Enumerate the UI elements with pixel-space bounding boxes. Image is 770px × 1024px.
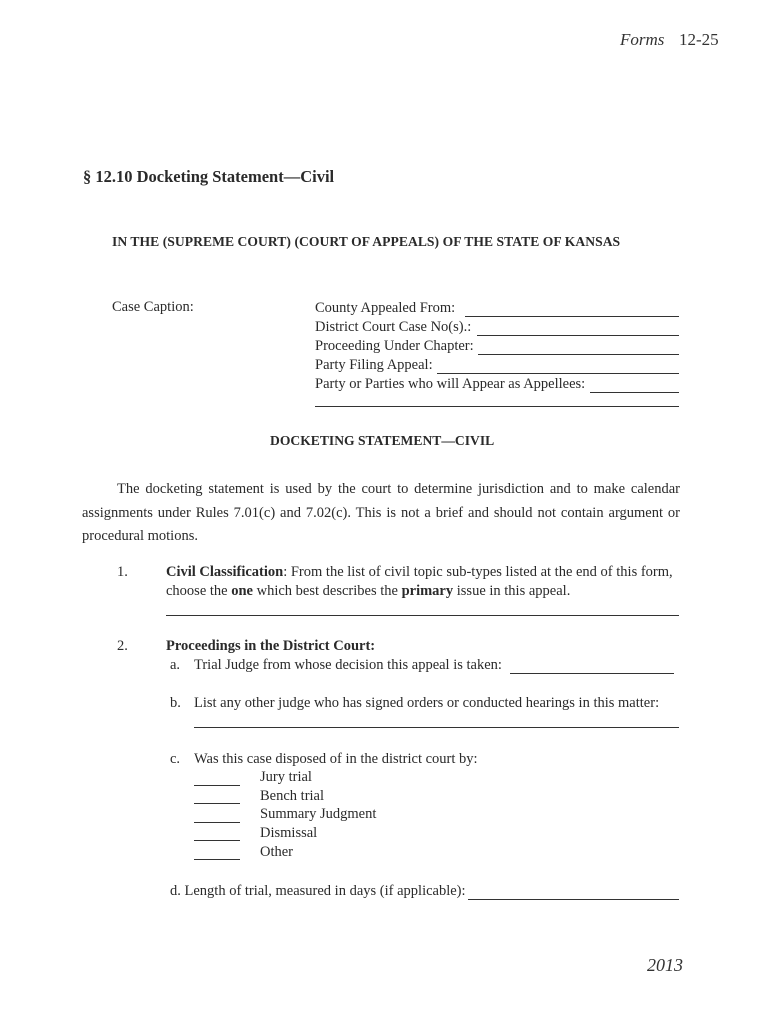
item-1-emphasis-primary: primary	[401, 583, 454, 599]
intro-paragraph: The docketing statement is used by the court to determine jurisdiction and to make calendar assignments under Rules 7.01(c) and 7.02(c). This is not a brief and should not contain argument or procedural motions.	[82, 481, 680, 544]
trial-judge-field[interactable]	[510, 673, 674, 674]
item-2c-label: Was this case disposed of in the district court by:	[194, 751, 478, 767]
item-1-text-b-mid: which best describes the	[252, 583, 402, 599]
appellees-field-continuation[interactable]	[315, 406, 679, 407]
district-court-case-no-row	[315, 317, 679, 336]
party-filing-appeal-field[interactable]	[437, 359, 679, 374]
item-1-heading: Civil Classification	[166, 564, 284, 580]
item-1-line-2	[166, 583, 570, 600]
party-filing-appeal-label: Party Filing Appeal:	[315, 357, 433, 373]
district-court-case-no-field[interactable]	[477, 321, 679, 336]
bench-trial-blank[interactable]	[194, 803, 240, 804]
document-title: DOCKETING STATEMENT—CIVIL	[270, 433, 495, 448]
jury-trial-label: Jury trial	[260, 769, 312, 785]
summary-judgment-label: Summary Judgment	[260, 806, 377, 822]
section-title: § 12.10 Docketing Statement—Civil	[83, 167, 335, 186]
item-1-text-b-pre: choose the	[166, 583, 232, 599]
item-2a-label: Trial Judge from whose decision this appeal is taken:	[194, 657, 502, 673]
county-appealed-from-label: County Appealed From:	[315, 300, 456, 316]
item-2-number: 2.	[117, 638, 128, 654]
jury-trial-blank[interactable]	[194, 785, 240, 786]
court-heading: IN THE (SUPREME COURT) (COURT OF APPEALS) OF THE STATE OF KANSAS	[112, 234, 621, 249]
item-2a-letter: a.	[170, 657, 181, 673]
case-caption-label: Case Caption:	[112, 299, 194, 315]
county-appealed-from-row	[315, 298, 679, 317]
other-judge-field[interactable]	[194, 727, 679, 728]
item-2c-letter: c.	[170, 751, 181, 767]
item-1-text-b-post: issue in this appeal.	[453, 583, 571, 599]
appellees-label: Party or Parties who will Appear as Appellees:	[315, 376, 586, 392]
county-appealed-from-field[interactable]	[465, 302, 679, 317]
other-blank[interactable]	[194, 859, 240, 860]
summary-judgment-blank[interactable]	[194, 822, 240, 823]
bench-trial-label: Bench trial	[260, 788, 325, 804]
item-1-emphasis-one: one	[231, 583, 253, 599]
appellees-field[interactable]	[590, 378, 679, 393]
proceeding-under-chapter-label: Proceeding Under Chapter:	[315, 338, 474, 354]
item-1-text-a: : From the list of civil topic sub-types listed at the end of this form,	[283, 564, 673, 580]
item-2-heading: Proceedings in the District Court:	[166, 638, 376, 654]
length-of-trial-field[interactable]	[468, 899, 679, 900]
item-2d-label: d. Length of trial, measured in days (if applicable):	[170, 883, 466, 899]
footer-year: 2013	[647, 955, 683, 975]
item-2b-label: List any other judge who has signed orders or conducted hearings in this matter:	[194, 695, 660, 711]
dismissal-label: Dismissal	[260, 825, 318, 841]
running-header-section: Forms	[620, 30, 665, 49]
district-court-case-no-label: District Court Case No(s).:	[315, 319, 472, 335]
other-label: Other	[260, 844, 294, 860]
proceeding-under-chapter-row	[315, 336, 679, 355]
proceeding-under-chapter-field[interactable]	[478, 340, 679, 355]
item-1-line-1	[166, 564, 673, 581]
item-2b-letter: b.	[170, 695, 181, 711]
party-filing-appeal-row	[315, 355, 679, 374]
page-number: 12-25	[679, 30, 719, 49]
dismissal-blank[interactable]	[194, 840, 240, 841]
appellees-row	[315, 374, 679, 393]
item-1-answer-field[interactable]	[166, 615, 679, 616]
item-1-number: 1.	[117, 564, 128, 580]
